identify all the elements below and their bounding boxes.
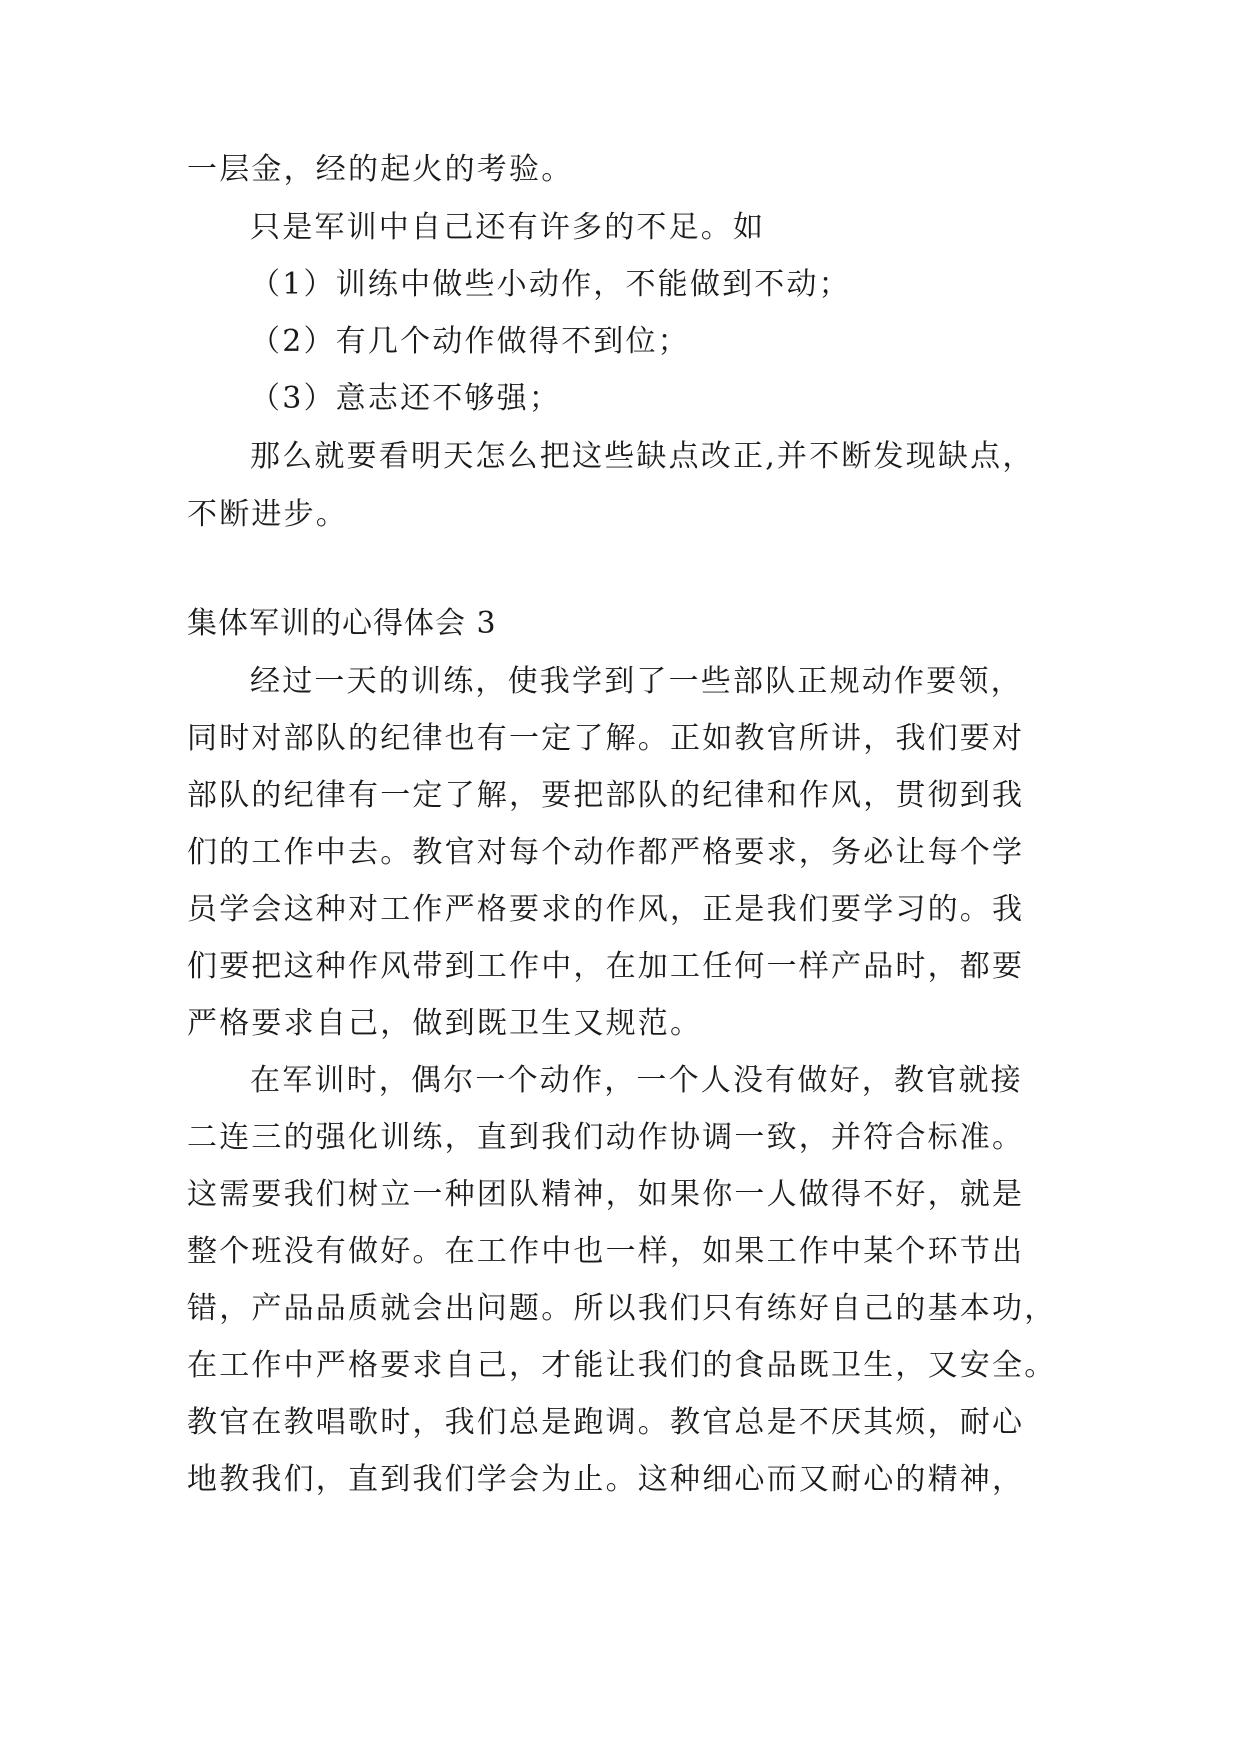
text-line: 同时对部队的纪律也有一定了解。正如教官所讲，我们要对 [187,721,1025,756]
text-line: 一层金，经的起火的考验。 [187,152,574,187]
text-line: 在工作中严格要求自己，才能让我们的食品既卫生，又安全。 [187,1348,1057,1383]
section-title: 集体军训的心得体会 3 [187,606,497,641]
text-line: 地教我们，直到我们学会为止。这种细心而又耐心的精神， [187,1462,1025,1497]
text-line: 严格要求自己，做到既卫生又规范。 [187,1006,703,1041]
text-line: 部队的纪律有一定了解，要把部队的纪律和作风，贯彻到我 [187,778,1025,813]
text-line: 错，产品品质就会出问题。所以我们只有练好自己的基本功， [187,1291,1057,1326]
text-line: 员学会这种对工作严格要求的作风，正是我们要学习的。我 [187,892,1025,927]
text-line: 整个班没有做好。在工作中也一样，如果工作中某个环节出 [187,1234,1025,1269]
list-item: （1）训练中做些小动作，不能做到不动； [250,267,851,302]
text-line: 那么就要看明天怎么把这些缺点改正,并不断发现缺点， [250,439,1035,474]
text-line: 这需要我们树立一种团队精神，如果你一人做得不好，就是 [187,1177,1025,1212]
text-line: 不断进步。 [187,497,348,532]
list-item: （2）有几个动作做得不到位； [250,324,690,359]
text-line: 经过一天的训练，使我学到了一些部队正规动作要领， [250,664,1023,699]
text-line: 教官在教唱歌时，我们总是跑调。教官总是不厌其烦，耐心 [187,1405,1025,1440]
list-item: （3）意志还不够强； [250,381,562,416]
text-line: 们要把这种作风带到工作中，在加工任何一样产品时，都要 [187,949,1025,984]
text-line: 们的工作中去。教官对每个动作都严格要求，务必让每个学 [187,835,1025,870]
text-line: 二连三的强化训练，直到我们动作协调一致，并符合标准。 [187,1120,1025,1155]
text-line: 只是军训中自己还有许多的不足。如 [250,210,766,245]
text-line: 在军训时，偶尔一个动作，一个人没有做好，教官就接 [250,1063,1023,1098]
